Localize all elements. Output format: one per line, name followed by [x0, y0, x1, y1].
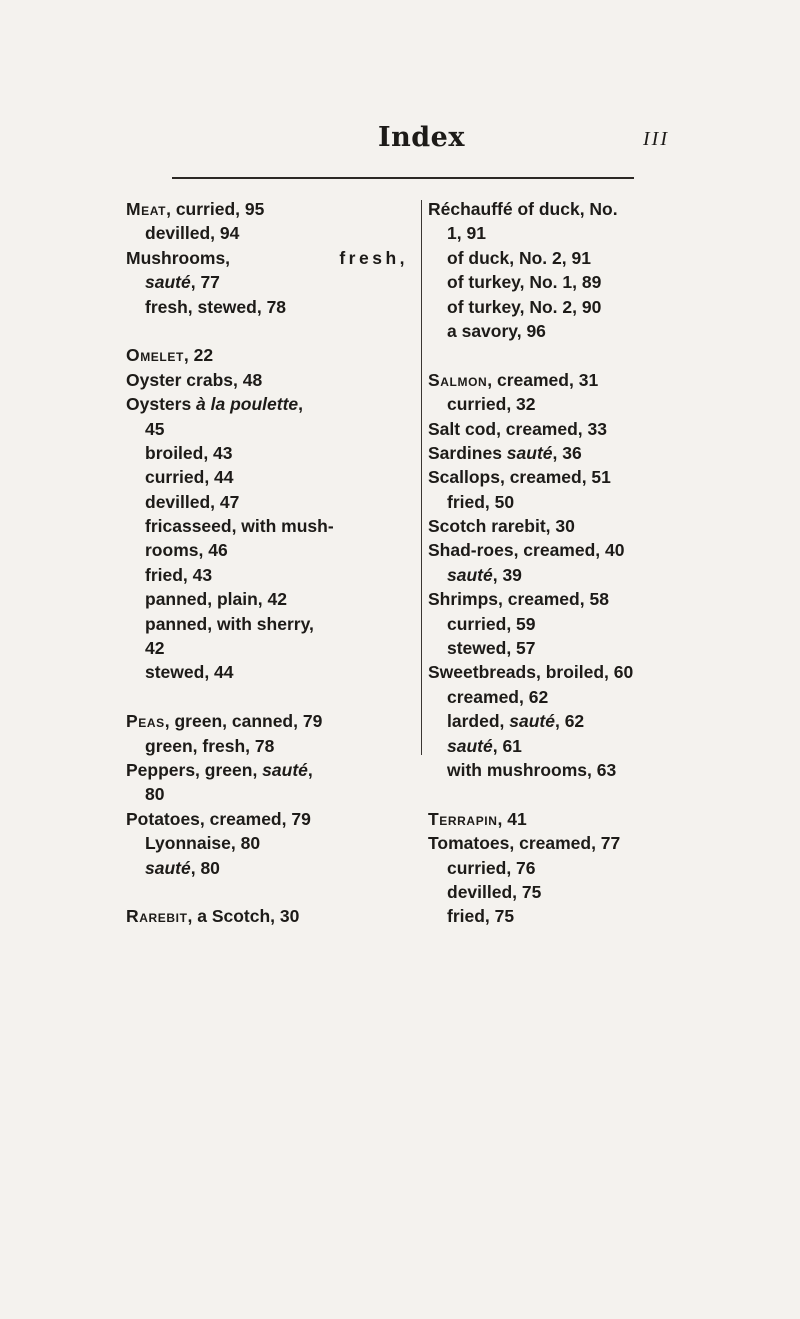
index-subentry: [428, 734, 712, 758]
italic-term: sauté: [447, 735, 493, 756]
index-subentry: fresh, stewed, 78: [145, 296, 287, 317]
index-subentry: devilled, 75: [447, 881, 542, 902]
index-subentry: rooms, 46: [145, 540, 228, 561]
entry-text: , 36: [552, 442, 582, 463]
entry-text: Peppers, green,: [126, 759, 263, 780]
entry-text: , green, canned, 79: [164, 711, 323, 732]
index-entry-shad-roes: Shad-roes, creamed, 40: [428, 540, 625, 561]
entry-heading: Salmon: [428, 369, 488, 390]
index-entry-rarebit: [126, 904, 408, 928]
entry-text: , curried, 95: [166, 199, 265, 219]
page-title: Index: [378, 122, 465, 153]
index-entry-terrapin: [428, 807, 712, 831]
entry-text: ,: [307, 759, 313, 780]
italic-term: sauté: [145, 857, 191, 878]
index-subentry: 80: [145, 784, 165, 805]
index-subentry: stewed, 57: [447, 638, 536, 659]
index-subentry: broiled, 43: [145, 442, 233, 463]
entry-text: , 61: [492, 735, 522, 756]
entry-heading: Meat: [126, 199, 167, 219]
index-subentry: of duck, No. 2, 91: [447, 247, 591, 268]
index-subentry: panned, plain, 42: [145, 589, 287, 610]
index-subentry: green, fresh, 78: [145, 735, 275, 756]
index-entry-mushrooms: [126, 246, 408, 270]
index-entry-omelet: [126, 343, 408, 367]
index-subentry: 1, 91: [447, 223, 486, 244]
index-subentry: Lyonnaise, 80: [145, 833, 261, 854]
entry-text: , 80: [190, 857, 220, 878]
italic-term: sauté: [509, 711, 555, 732]
index-subentry: curried, 44: [145, 467, 234, 488]
index-entry-sweetbreads: Sweetbreads, broiled, 60: [428, 662, 634, 683]
index-entry-shrimps: Shrimps, creamed, 58: [428, 589, 609, 610]
index-subentry: devilled, 94: [145, 223, 240, 244]
entry-heading: Peas: [126, 711, 165, 732]
index-subentry: [126, 856, 408, 880]
entry-text: , 62: [554, 711, 585, 732]
section-gap: [428, 782, 712, 806]
index-subentry: stewed, 44: [145, 662, 234, 683]
entry-text: , 41: [497, 808, 527, 829]
index-entry-meat: [126, 197, 408, 221]
section-gap: [126, 880, 408, 904]
index-subentry: [428, 563, 712, 587]
index-entry-salt-cod: Salt cod, creamed, 33: [428, 418, 607, 439]
index-entry-potatoes: Potatoes, creamed, 79: [126, 808, 311, 829]
index-subentry: a savory, 96: [447, 320, 546, 341]
entry-text: , 77: [190, 272, 220, 293]
entry-text: , 22: [183, 345, 214, 366]
italic-term: à la poulette: [196, 394, 299, 415]
header-rule: [172, 177, 634, 179]
entry-text: , creamed, 31: [487, 369, 599, 390]
index-entry-scallops: Scallops, creamed, 51: [428, 467, 611, 488]
index-subentry: fried, 43: [145, 564, 213, 585]
index-subentry: of turkey, No. 2, 90: [447, 296, 602, 317]
index-entry-scotch-rarebit: Scotch rarebit, 30: [428, 516, 575, 537]
italic-term: sauté: [145, 272, 191, 293]
index-subentry: curried, 76: [447, 857, 536, 878]
section-gap: [126, 319, 408, 343]
index-subentry: [428, 709, 712, 733]
italic-term: sauté: [506, 442, 553, 463]
index-subentry: of turkey, No. 1, 89: [447, 272, 602, 293]
entry-text: fresh,: [339, 247, 408, 268]
index-subentry: fried, 50: [447, 491, 515, 512]
index-subentry: panned, with sherry,: [145, 613, 314, 634]
entry-text: Sardines: [428, 442, 507, 463]
index-subentry: 42: [145, 638, 165, 659]
entry-text: Oysters: [126, 394, 197, 415]
index-subentry: fried, 75: [447, 906, 515, 927]
index-subentry: 45: [145, 418, 165, 439]
section-gap: [428, 343, 712, 367]
entry-text: , 39: [492, 564, 522, 585]
entry-heading: Rarebit: [126, 906, 188, 927]
entry-heading: Terrapin: [428, 808, 498, 829]
index-entry-rechauffe: Réchauffé of duck, No.: [428, 199, 618, 219]
entry-text: Mushrooms,: [126, 247, 231, 268]
page-number: III: [643, 128, 669, 150]
index-entry-oysters: [126, 392, 408, 416]
entry-text: , a Scotch, 30: [187, 906, 300, 927]
index-entry-oyster-crabs: Oyster crabs, 48: [126, 369, 263, 390]
index-column-left: [126, 197, 408, 929]
entry-text: larded,: [447, 711, 510, 732]
entry-heading: Omelet: [126, 345, 184, 366]
index-subentry: devilled, 47: [145, 491, 240, 512]
index-subentry: fricasseed, with mush-: [145, 516, 334, 537]
section-gap: [126, 685, 408, 709]
index-entry-peppers: [126, 758, 408, 782]
italic-term: sauté: [262, 759, 308, 780]
index-entry-sardines: [428, 441, 712, 465]
index-subentry: with mushrooms, 63: [447, 759, 617, 780]
index-subentry: creamed, 62: [447, 686, 549, 707]
column-divider: [421, 200, 422, 755]
entry-text: ,: [298, 394, 304, 415]
index-subentry: curried, 59: [447, 613, 536, 634]
index-subentry: [126, 270, 408, 294]
index-column-right: [428, 197, 712, 929]
index-entry-salmon: [428, 368, 712, 392]
index-entry-peas: [126, 709, 408, 733]
page-header: [0, 118, 800, 158]
italic-term: sauté: [447, 564, 493, 585]
index-entry-tomatoes: Tomatoes, creamed, 77: [428, 833, 621, 854]
index-subentry: curried, 32: [447, 394, 536, 415]
